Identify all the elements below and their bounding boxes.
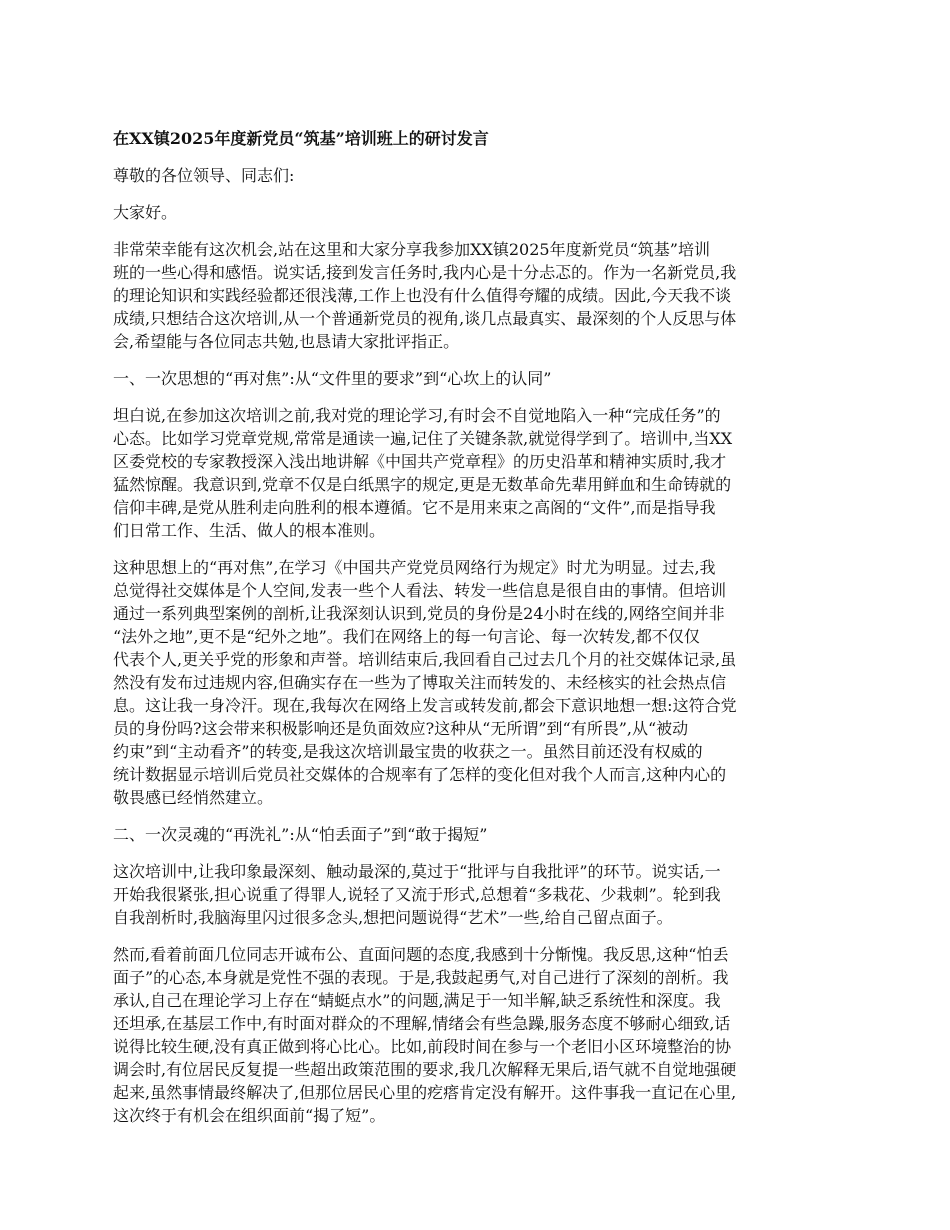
section-heading: [113, 367, 843, 390]
text-line: 们日常工作、生活、做人的根本准则。: [113, 521, 386, 540]
text-line: 区委党校的专家教授深入浅出地讲解《中国共产党章程》的历史沿革和精神实质时,我才: [113, 452, 727, 471]
text-line: 承认,自己在理论学习上存在“蜻蜓点水”的问题,满足于一知半解,缺乏系统性和深度。我: [113, 991, 721, 1010]
text-line: 二、一次灵魂的“再洗礼”:从“怕丢面子”到“敢于揭短”: [113, 825, 488, 844]
text-line: 员的身份吗?这会带来积极影响还是负面效应?这种从“无所谓”到“有所畏”,从“被动: [113, 719, 689, 738]
text-line: 心态。比如学习党章党规,常常是通读一遍,记住了关键条款,就觉得学到了。培训中,当XX: [113, 429, 733, 448]
title-line: 在XX镇2025年度新党员“筑基”培训班上的研讨发言: [113, 129, 489, 148]
text-line: “法外之地”,更不是“纪外之地”。我们在网络上的每一句言论、每一次转发,都不仅仅: [113, 627, 700, 646]
paragraph: [113, 556, 843, 809]
text-line: 坦白说,在参加这次培训之前,我对党的理论学习,有时会不自觉地陷入一种“完成任务”的: [113, 406, 721, 425]
text-line: 自我剖析时,我脑海里闪过很多念头,想把问题说得“艺术”一些,给自己留点面子。: [113, 908, 673, 927]
text-line: 起来,虽然事情最终解决了,但那位居民心里的疙瘩肯定没有解开。这件事我一直记在心里,: [113, 1083, 737, 1102]
text-line: 尊敬的各位领导、同志们:: [113, 166, 295, 185]
text-line: 一、一次思想的“再对焦”:从“文件里的要求”到“心坎上的认同”: [113, 369, 552, 388]
paragraph: [113, 238, 843, 353]
text-line: 成绩,只想结合这次培训,从一个普通新党员的视角,谈几点最真实、最深刻的个人反思与体: [113, 309, 737, 328]
text-line: 然而,看着前面几位同志开诚布公、直面问题的态度,我感到十分惭愧。我反思,这种“怕丢: [113, 945, 729, 964]
text-line: 信仰丰碑,是党从胜利走向胜利的根本遵循。它不是用来束之高阁的“文件”,而是指导我: [113, 498, 716, 517]
text-line: 大家好。: [113, 203, 178, 222]
paragraph: [113, 860, 843, 929]
text-line: 敬畏感已经悄然建立。: [113, 788, 274, 807]
document-page: [113, 127, 843, 1141]
text-line: 息。这让我一身冷汗。现在,我每次在网络上发言或转发前,都会下意识地想一想:这符合党: [113, 696, 737, 715]
text-line: 代表个人,更关乎党的形象和声誉。培训结束后,我回看自己过去几个月的社交媒体记录,虽: [113, 650, 737, 669]
text-line: 统计数据显示培训后党员社交媒体的合规率有了怎样的变化但对我个人而言,这种内心的: [113, 765, 727, 784]
paragraph: [113, 404, 843, 542]
text-line: 还坦承,在基层工作中,有时面对群众的不理解,情绪会有些急躁,服务态度不够耐心细致,话: [113, 1014, 731, 1033]
text-line: 非常荣幸能有这次机会,站在这里和大家分享我参加XX镇2025年度新党员“筑基”培训: [113, 240, 710, 259]
text-line: 班的一些心得和感悟。说实话,接到发言任务时,我内心是十分忐忑的。作为一名新党员,我: [113, 263, 737, 282]
text-line: 说得比较生硬,没有真正做到将心比心。比如,前段时间在参与一个老旧小区环境整治的协: [113, 1037, 732, 1056]
text-line: 通过一系列典型案例的剖析,让我深刻认识到,党员的身份是24小时在线的,网络空间并非: [113, 604, 725, 623]
text-line: 开始我很紧张,担心说重了得罪人,说轻了又流于形式,总想着“多栽花、少栽刺”。轮到我: [113, 885, 721, 904]
salutation: [113, 164, 843, 187]
text-line: 这种思想上的“再对焦”,在学习《中国共产党党员网络行为规定》时尤为明显。过去,我: [113, 558, 716, 577]
text-line: 面子”的心态,本身就是党性不强的表现。于是,我鼓起勇气,对自己进行了深刻的剖析。我: [113, 968, 729, 987]
text-line: 的理论知识和实践经验都还很浅薄,工作上也没有什么值得夸耀的成绩。因此,今天我不谈: [113, 286, 732, 305]
text-line: 调会时,有位居民反复提一些超出政策范围的要求,我几次解释无果后,语气就不自觉地强硬: [113, 1060, 737, 1079]
text-line: 约束”到“主动看齐”的转变,是我这次培训最宝贵的收获之一。虽然目前还没有权威的: [113, 742, 703, 761]
text-line: 然没有发布过违规内容,但确实存在一些为了博取关注而转发的、未经核实的社会热点信: [113, 673, 727, 692]
document-title: [113, 127, 843, 150]
text-line: 这次培训中,让我印象最深刻、触动最深的,莫过于“批评与自我批评”的环节。说实话,一: [113, 862, 721, 881]
text-line: 总觉得社交媒体是个人空间,发表一些个人看法、转发一些信息是很自由的事情。但培训: [113, 581, 727, 600]
paragraph: [113, 943, 843, 1127]
document-body: [113, 164, 843, 1127]
text-line: 猛然惊醒。我意识到,党章不仅是白纸黑字的规定,更是无数革命先辈用鲜血和生命铸就的: [113, 475, 732, 494]
text-line: 会,希望能与各位同志共勉,也恳请大家批评指正。: [113, 332, 460, 351]
section-heading: [113, 823, 843, 846]
paragraph: [113, 201, 843, 224]
text-line: 这次终于有机会在组织面前“揭了短”。: [113, 1106, 386, 1125]
